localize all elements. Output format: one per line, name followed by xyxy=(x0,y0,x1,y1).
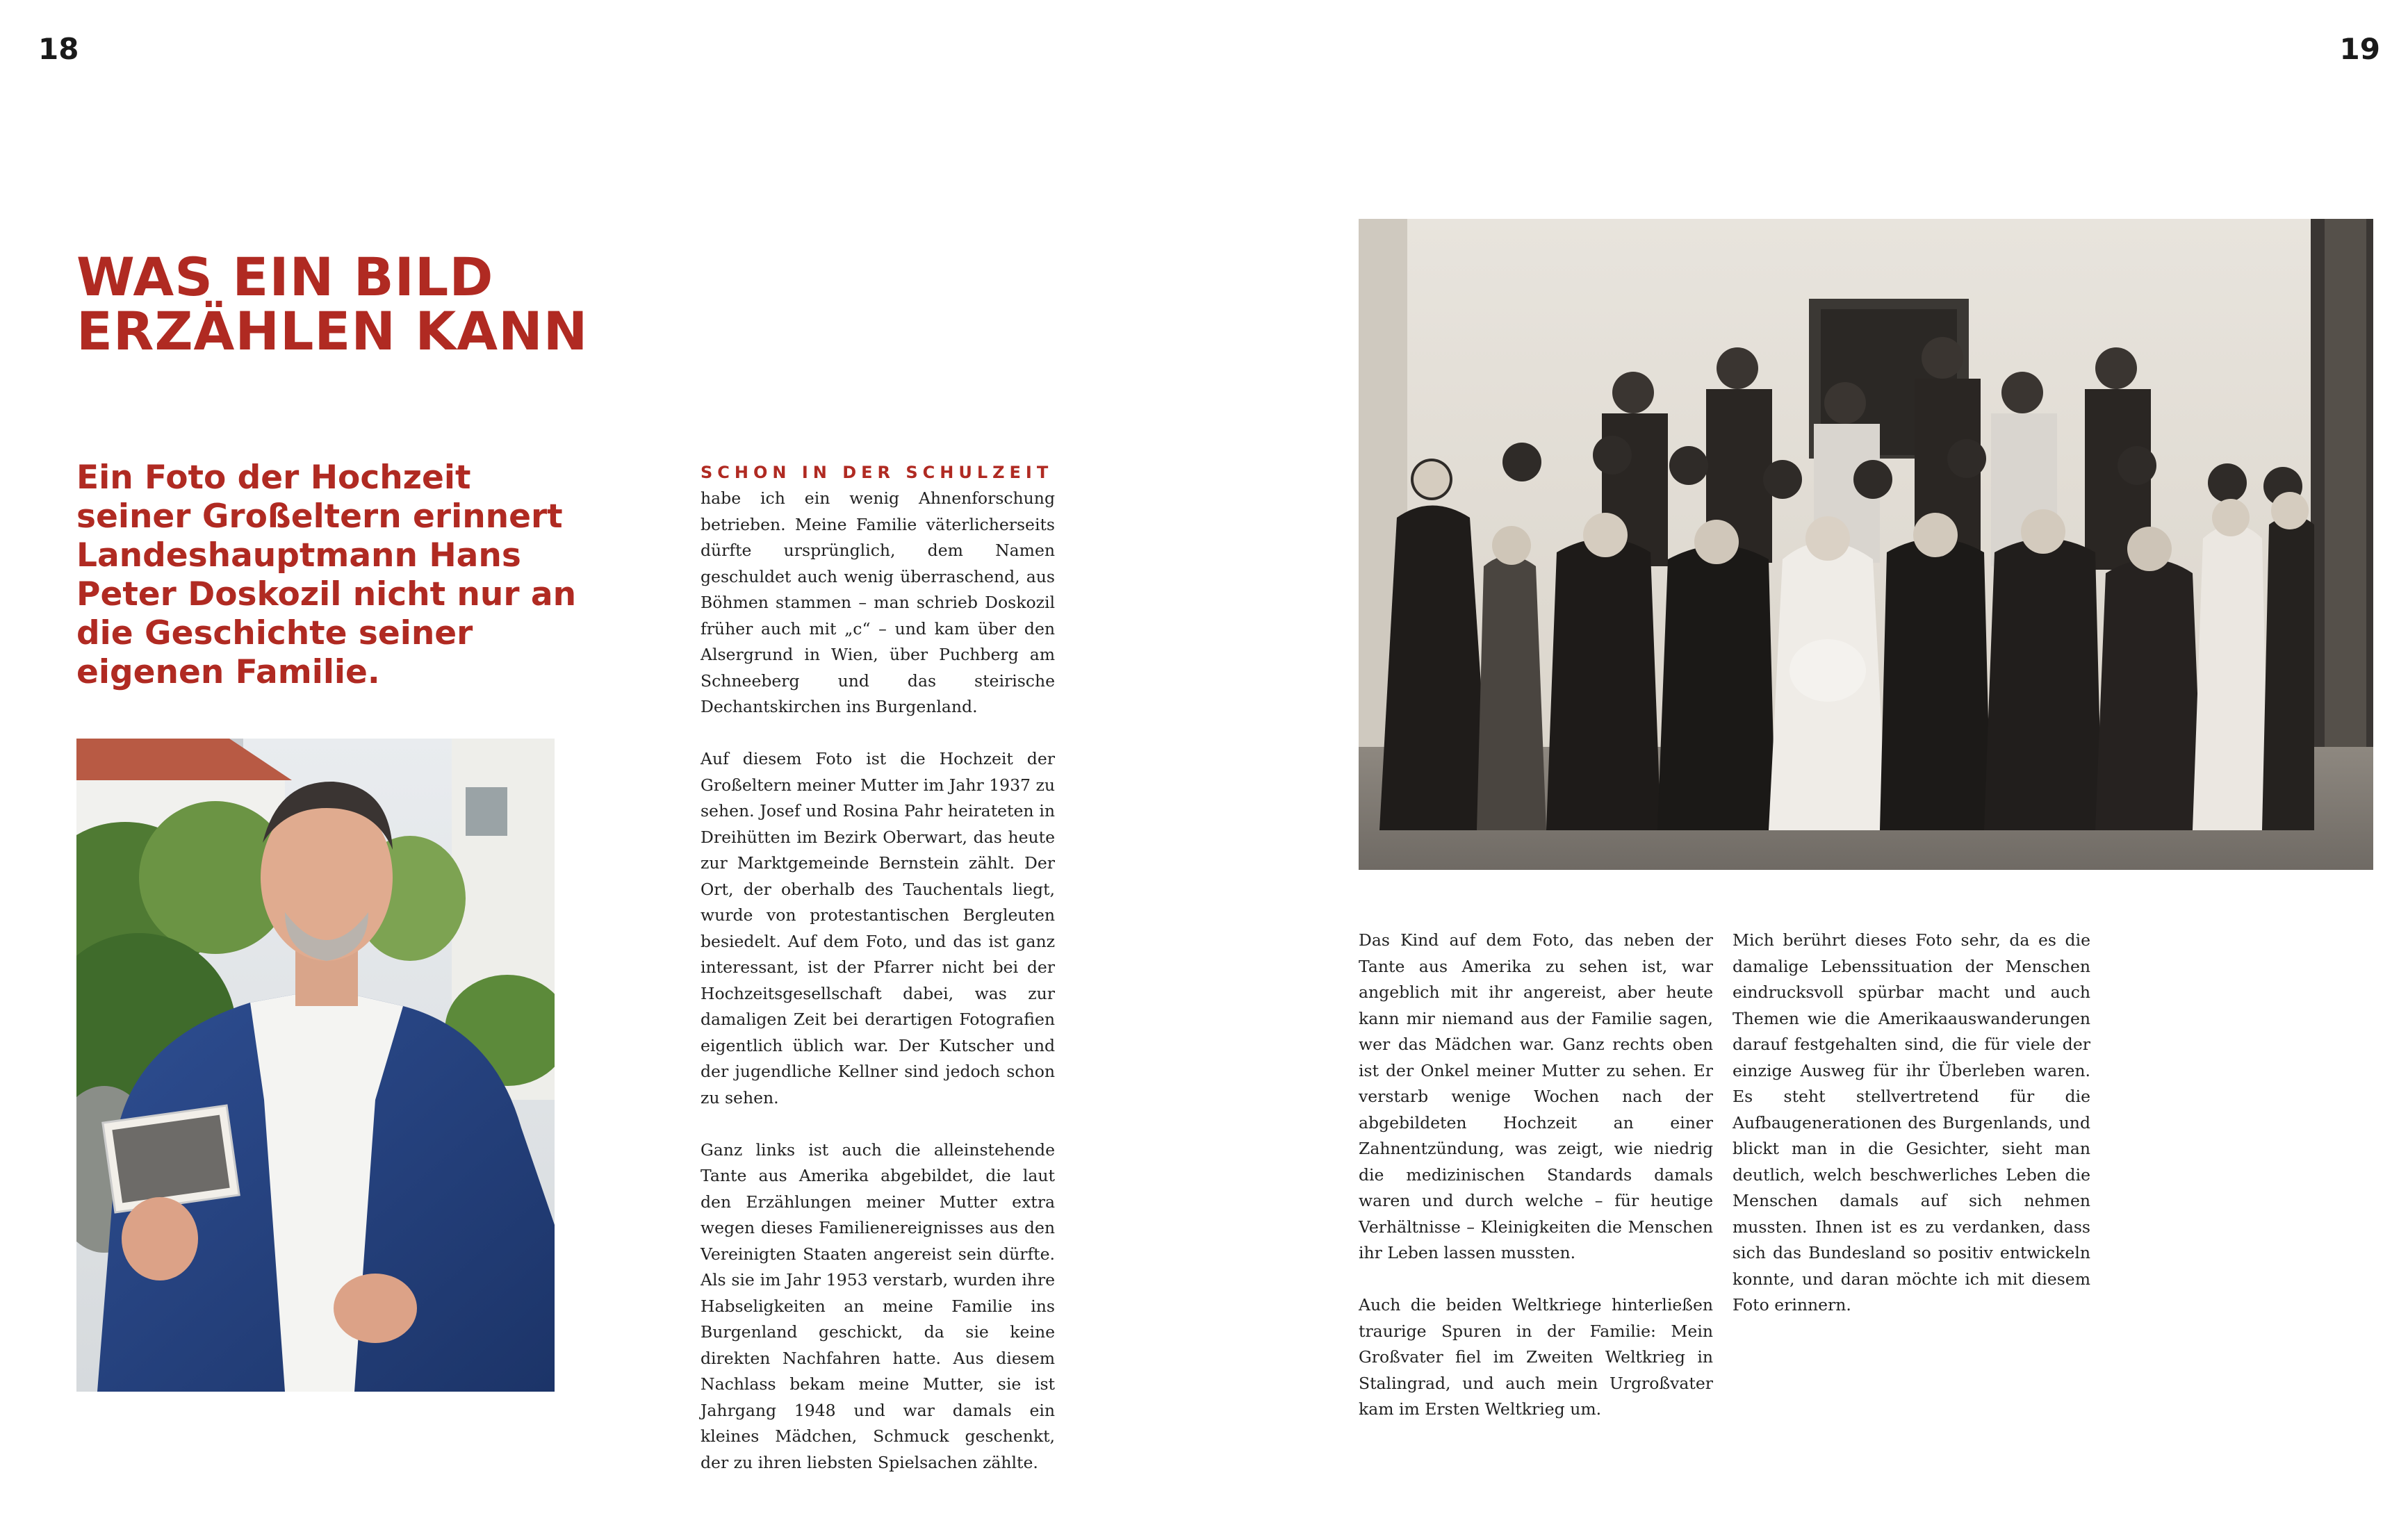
column1-p1-text: habe ich ein wenig Ahnenforschung betrieben. Meine Familie väterlicherseits dürfte ursprünglich, dem Namen geschuldet auch wenig überraschend, aus Böhmen stammen – man schrieb Doskozil früher auch mit „c“ – und kam über den Alsergrund in Wien, über Puchberg am Schneeberg und das steirische Dechantskirchen ins Burgenland. xyxy=(701,488,1055,716)
page-number-left: 18 xyxy=(38,32,79,66)
article-title xyxy=(76,246,702,362)
column2-paragraph-2: Auch die beiden Weltkriege hinterließen traurige Spuren in der Familie: Mein Großvater fiel im Zweiten Weltkrieg in Stalingrad, und auch mein Urgroßvater kam im Ersten Weltkrieg um. xyxy=(1359,1295,1713,1419)
text-column-2 xyxy=(1359,928,1713,1449)
portrait-photo xyxy=(76,739,555,1392)
section-kicker: SCHON IN DER SCHULZEIT xyxy=(701,463,1054,482)
page-number-right: 19 xyxy=(2339,32,2380,66)
column1-paragraph-3: Ganz links ist auch die alleinstehende Tante aus Amerika abgebildet, die laut den Erzählungen meiner Mutter extra wegen dieses Familienereignisses aus den Vereinigten Staaten angereist sein dürfte. Als sie im Jahr 1953 verstarb, wurden ihre Habseligkeiten an meine Familie ins Burgenland geschickt, da sie keine direkten Nachfahren hatte. Aus diesem Nachlass bekam meine Mutter, sie ist Jahrgang 1948 und war damals ein kleines Mädchen, Schmuck geschenkt, der zu ihren liebsten Spielsachen zählte. xyxy=(701,1139,1055,1472)
column1-paragraph-2: Auf diesem Foto ist die Hochzeit der Großeltern meiner Mutter im Jahr 1937 zu sehen. Josef und Rosina Pahr heirateten in Dreihütten im Bezirk Oberwart, das heute zur Marktgemeinde Bernstein zählt. Der Ort, der oberhalb des Tauchentals liegt, wurde von protestantischen Bergleuten besiedelt. Auf dem Foto, und das ist ganz interessant, ist der Pfarrer nicht bei der Hochzeitsgesellschaft dabei, was zur damaligen Zeit bei derartigen Fotografien eigentlich üblich war. Der Kutscher und der jugendliche Kellner sind jedoch schon zu sehen. xyxy=(701,749,1055,1107)
column1-paragraph-1 xyxy=(701,462,1055,720)
lead-paragraph: Ein Foto der Hochzeit seiner Großeltern erinnert Landeshauptmann Hans Peter Doskozil nicht nur an die Geschichte seiner eigenen Familie. xyxy=(76,459,577,691)
wedding-group-photo xyxy=(1359,219,2373,870)
text-column-1 xyxy=(701,462,1055,1502)
title-line-1: WAS EIN BILD xyxy=(76,246,494,308)
column3-paragraph-1: Mich berührt dieses Foto sehr, da es die damalige Lebenssituation der Menschen eindrucksvoll spürbar macht und auch Themen wie die Amerikaauswanderungen darauf festgehalten sind, die für viele der einzige Ausweg für ihr Überleben waren. Es steht stellvertretend für die Aufbaugenerationen des Burgenlands, und blickt man in die Gesichter, sieht man deutlich, welch beschwerliches Leben die Menschen damals auf sich nehmen mussten. Ihnen ist es zu verdanken, dass sich das Bundesland so positiv entwickeln konnte, und daran möchte ich mit diesem Foto erinnern. xyxy=(1733,930,2090,1315)
column2-paragraph-1: Das Kind auf dem Foto, das neben der Tante aus Amerika zu sehen ist, war angeblich mit ihr angereist, aber heute kann mir niemand aus der Familie sagen, wer das Mädchen war. Ganz rechts oben ist der Onkel meiner Mutter zu sehen. Er verstarb wenige Wochen nach der abgebildeten Hochzeit an einer Zahnentzündung, was zeigt, wie niedrig die medizinischen Standards damals waren und durch welche – für heutige Verhältnisse – Kleinigkeiten die Menschen ihr Leben lassen mussten. xyxy=(1359,930,1713,1262)
text-column-3 xyxy=(1733,928,2090,1344)
title-line-2: ERZÄHLEN KANN xyxy=(76,300,589,362)
